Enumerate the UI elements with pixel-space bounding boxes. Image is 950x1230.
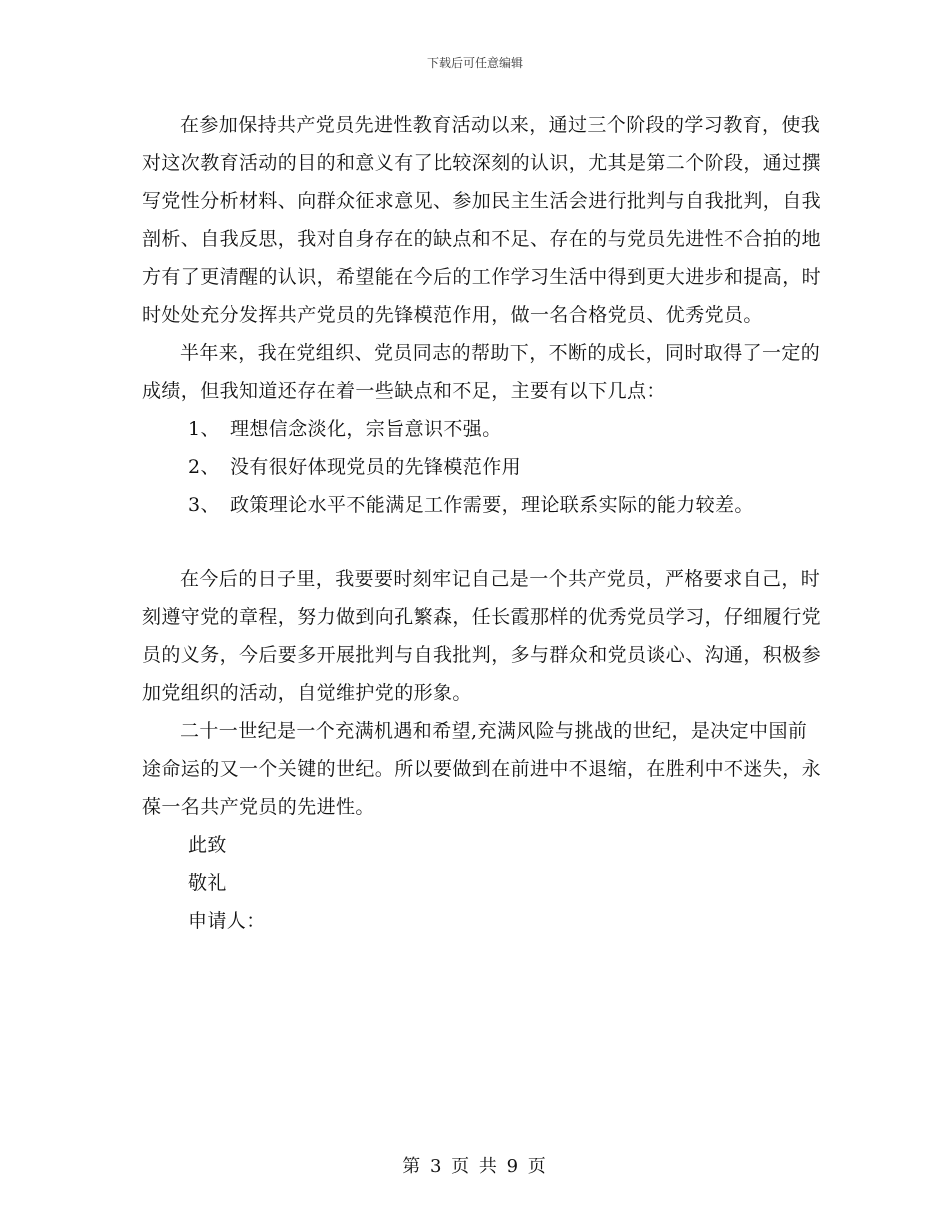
list-item-text: 政策理论水平不能满足工作需要，理论联系实际的能力较差。 xyxy=(230,494,754,516)
list-item-text: 没有很好体现党员的先锋模范作用 xyxy=(230,456,522,478)
paragraph-1: 在参加保持共产党员先进性教育活动以来，通过三个阶段的学习教育，使我对这次教育活动的目的和意义有了比较深刻的认识，尤其是第二个阶段，通过撰写党性分析材料、向群众征求意见、参加民主生活会进行批判与自我批判，自我剖析、自我反思，我对自身存在的缺点和不足、存在的与党员先进性不合拍的地方有了更清醒的认识，希望能在今后的工作学习生活中得到更大进步和提高，时时处处充分发挥共产党员的先锋模范作用，做一名合格党员、优秀党员。 xyxy=(142,114,822,326)
document-body xyxy=(142,106,822,940)
list-item-text: 理想信念淡化，宗旨意识不强。 xyxy=(230,418,502,440)
paragraph-2: 半年来，我在党组织、党员同志的帮助下，不断的成长，同时取得了一定的成绩，但我知道还存在着一些缺点和不足，主要有以下几点： xyxy=(142,342,821,402)
list-item-number: 1、 xyxy=(188,418,220,440)
paragraph-3: 在今后的日子里，我要要时刻牢记自己是一个共产党员，严格要求自己，时刻遵守党的章程，努力做到向孔繁森，任长霞那样的优秀党员学习，仔细履行党员的义务，今后要多开展批判与自我批判，多与群众和党员谈心、沟通，积极参加党组织的活动，自觉维护党的形象。 xyxy=(142,568,822,704)
page-number: 第 3 页 共 9 页 xyxy=(402,1156,548,1177)
applicant-label: 申请人： xyxy=(188,910,266,932)
list-item-number: 3、 xyxy=(188,494,220,516)
list-item xyxy=(142,486,822,524)
list-item xyxy=(142,410,822,448)
list-item-number: 2、 xyxy=(188,456,220,478)
page-header: 下载后可任意编辑 xyxy=(426,56,523,70)
paragraph-4: 二十一世纪是一个充满机遇和希望,充满风险与挑战的世纪，是决定中国前途命运的又一个关键的世纪。所以要做到在前进中不退缩，在胜利中不迷失，永葆一名共产党员的先进性。 xyxy=(142,720,822,818)
list-item xyxy=(142,448,822,486)
paragraph-gap xyxy=(142,524,822,560)
closing-salutation: 此致 xyxy=(188,834,227,856)
closing-respect: 敬礼 xyxy=(188,872,227,894)
